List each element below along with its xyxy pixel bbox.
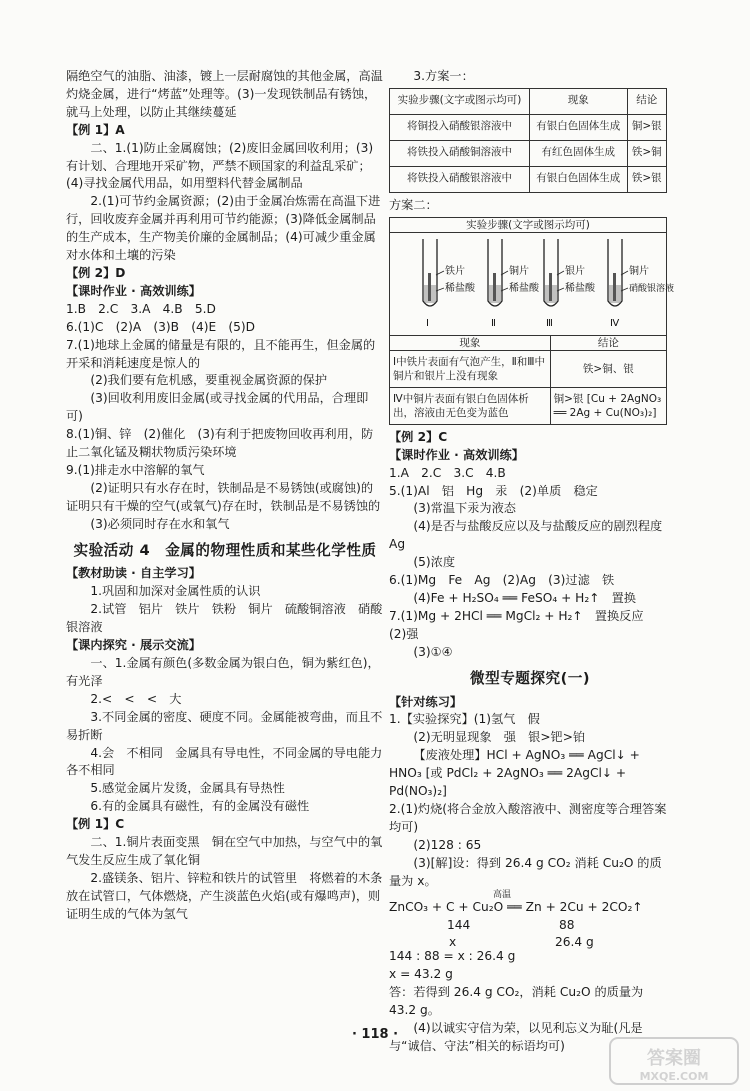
answer-line: (3)回收利用废旧金属(或寻找金属的代用品，合理即可) bbox=[66, 391, 369, 424]
answer-line: 3.不同金属的密度、硬度不同。金属能被弯曲，而且不易折断 bbox=[66, 709, 383, 742]
tube-label: 铜片 bbox=[629, 265, 649, 277]
test-tubes-svg bbox=[390, 233, 675, 335]
answer-line: (3)常温下汞为液态 bbox=[413, 501, 516, 516]
table-header: 实验步骤(文字或图示均可) bbox=[390, 88, 530, 114]
example-label: 【例 2】C bbox=[389, 429, 448, 444]
table-cell: 铁>银 bbox=[627, 166, 666, 192]
answer-line: (5)浓度 bbox=[413, 555, 456, 570]
chemical-equation: ZnCO₃ + C + Cu₂O ══ Zn + 2Cu + 2CO₂↑ bbox=[389, 900, 643, 915]
tube-number: Ⅱ bbox=[491, 317, 496, 329]
answer-line: 5.感觉金属片发烫，金属具有导热性 bbox=[90, 781, 285, 796]
answer-line: 6.(1)Mg Fe Ag (2)Ag (3)过滤 铁 bbox=[389, 573, 615, 588]
answer-line: 2.盛镁条、铝片、锌粒和铁片的试管里 将燃着的木条放在试管口，气体燃烧，产生淡蓝色火焰(或有爆鸣声)，则证明生成的气体为氢气 bbox=[66, 870, 383, 921]
answer-line: 7.(1)Mg + 2HCl ══ MgCl₂ + H₂↑ 置换反应 (2)强 bbox=[389, 608, 656, 641]
answer-line: 4.会 不相同 金属具有导电性，不同金属的导电能力各不相同 bbox=[66, 745, 383, 778]
answer-line: (3)必须同时存在水和氧气 bbox=[90, 516, 230, 531]
tube-label: 稀盐酸 bbox=[445, 282, 475, 294]
plan-label: 3.方案一： bbox=[413, 69, 474, 83]
example-label: 【例 2】D bbox=[66, 265, 126, 280]
answer-line: (2)无明显现象 强 银>钯>铂 bbox=[413, 730, 586, 745]
tube-number: Ⅰ bbox=[426, 317, 429, 329]
table-cell: 有银白色固体生成 bbox=[530, 166, 628, 192]
paragraph: 隔绝空气的油脂、油漆，镀上一层耐腐蚀的其他金属，高温灼烧金属，进行“烤蓝”处理等。(3)一发现铁制品有锈蚀，就马上处理，以防止其继续蔓延 bbox=[66, 69, 383, 119]
table-cell: 将铜投入硝酸银溶液中 bbox=[390, 114, 530, 140]
table-header: 现象 bbox=[390, 335, 551, 350]
answer-line: (4)Fe + H₂SO₄ ══ FeSO₄ + H₂↑ 置换 bbox=[413, 590, 636, 605]
answer-line: (2)128 : 65 bbox=[413, 837, 482, 852]
metal-strip-4 bbox=[613, 273, 616, 301]
paragraph: 二、1.(1)防止金属腐蚀；(2)废旧金属回收利用；(3)有计划、合理地开采矿物，严禁不顾国家的利益乱采矿；(4)寻找金属代用品，如用塑料代替金属制品 bbox=[66, 140, 374, 191]
given-mass: 26.4 g bbox=[555, 935, 594, 950]
answer-line: (3)[解]设：得到 26.4 g CO₂ 消耗 Cu₂O 的质量为 x。 bbox=[389, 855, 662, 888]
answer-line: 144 : 88 = x : 26.4 g bbox=[389, 949, 516, 964]
answer-line: x = 43.2 g bbox=[389, 967, 453, 982]
table-header: 现象 bbox=[530, 88, 628, 114]
tube-label: 稀盐酸 bbox=[565, 282, 595, 294]
section-label: 【课内探究 · 展示交流】 bbox=[66, 638, 201, 653]
section-label: 【课时作业 · 高效训练】 bbox=[389, 447, 524, 462]
answer-line: 【废液处理】HCl + AgNO₃ ══ AgCl↓ + HNO₃ [或 PdCl₂ + 2AgNO₃ ══ 2AgCl↓ + Pd(NO₃)₂] bbox=[389, 748, 644, 799]
watermark-icon bbox=[608, 1036, 740, 1086]
answer-line: (4)是否与盐酸反应以及与盐酸反应的剧烈程度 Ag bbox=[389, 519, 675, 552]
reaction-condition: 高温 bbox=[493, 890, 512, 901]
answer-line: 1.巩固和加深对金属性质的认识 bbox=[90, 584, 261, 599]
molar-mass: 144 bbox=[447, 918, 471, 933]
tube-label: 稀盐酸 bbox=[509, 282, 539, 294]
molar-mass: 88 bbox=[559, 918, 575, 933]
section-title: 微型专题探究(一) bbox=[470, 669, 590, 687]
watermark-logo bbox=[608, 1036, 740, 1086]
tube-number: Ⅳ bbox=[610, 317, 620, 329]
table-cell: Ⅳ中铜片表面有银白色固体析出，溶液由无色变为蓝色 bbox=[390, 387, 551, 424]
table-cell: 将铁投入硝酸银溶液中 bbox=[390, 166, 530, 192]
answer-line: 9.(1)排走水中溶解的氧气 bbox=[66, 462, 205, 477]
answer-line: 1.【实验探究】(1)氢气 假 bbox=[389, 712, 540, 727]
section-label: 【课时作业 · 高效训练】 bbox=[66, 283, 201, 298]
equation-block bbox=[389, 890, 671, 948]
page-number: · 118 · bbox=[351, 1027, 399, 1042]
table-cell: 铜>银 [Cu + 2AgNO₃ ══ 2Ag + Cu(NO₃)₂] bbox=[550, 387, 666, 424]
table-cell: 有红色固体生成 bbox=[530, 140, 628, 166]
plan-one-table bbox=[389, 88, 667, 193]
plan-two-table bbox=[389, 217, 675, 425]
answer-line: (2)我们要有危机感，要重视金属资源的保护 bbox=[90, 373, 328, 388]
section-title: 实验活动 4 金属的物理性质和某些化学性质 bbox=[73, 541, 377, 559]
plan-label: 方案二： bbox=[389, 197, 438, 212]
svg-text:答案圈: 答案圈 bbox=[647, 1048, 701, 1069]
metal-strip-3 bbox=[549, 273, 552, 301]
table-cell: 铁>铜 bbox=[627, 140, 666, 166]
table-row bbox=[390, 387, 667, 424]
paragraph: 2.(1)可节约金属资源；(2)由于金属冶炼需在高温下进行，回收废弃金属并再利用可节约能源；(3)降低金属制品的生产成本，生产物美价廉的金属制品；(4)可减少重金属对水体和土壤的污染 bbox=[66, 194, 381, 263]
example-label: 【例 1】C bbox=[66, 817, 125, 832]
tube-label: 铁片 bbox=[445, 265, 465, 277]
table-cell: 铁>铜、银 bbox=[550, 350, 666, 387]
unknown-mass: x bbox=[449, 935, 457, 950]
answer-line: 2.(1)灼烧(将合金放入酸溶液中、测密度等合理答案均可) bbox=[389, 801, 667, 834]
answer-line: (2)证明只有水存在时，铁制品是不易锈蚀(或腐蚀)的证明只有干燥的空气(或氧气)存在时，铁制品是不易锈蚀的 bbox=[66, 480, 381, 513]
answer-line: (3)①④ bbox=[413, 644, 453, 659]
answer-line: 8.(1)铜、锌 (2)催化 (3)有利于把废物回收再利用，防止二氧化锰及糊状物质污染环境 bbox=[66, 427, 374, 460]
answer-line: 2.试管 铝片 铁片 铁粉 铜片 硫酸铜溶液 硝酸银溶液 bbox=[66, 602, 383, 635]
answer-line: 6.(1)C (2)A (3)B (4)E (5)D bbox=[66, 319, 255, 334]
tube-label: 铜片 bbox=[509, 265, 529, 277]
answer-line: 二、1.铜片表面变黑 铜在空气中加热，与空气中的氧气发生反应生成了氧化铜 bbox=[66, 835, 383, 867]
right-column bbox=[389, 68, 675, 1056]
answer-line: (4)以诚实守信为荣，以见利忘义为耻(凡是与“诚信、守法”相关的标语均可) bbox=[389, 1021, 643, 1053]
metal-strip-2 bbox=[493, 273, 496, 301]
table-cell: Ⅰ中铁片表面有气泡产生，Ⅱ和Ⅲ中铜片和银片上没有现象 bbox=[390, 350, 551, 387]
answer-line: 一、1.金属有颜色(多数金属为银白色，铜为紫红色)，有光泽 bbox=[66, 656, 380, 688]
table-header: 实验步骤(文字或图示均可) bbox=[390, 217, 667, 232]
tube-label: 银片 bbox=[565, 265, 585, 277]
metal-strip-1 bbox=[428, 273, 431, 301]
answer-line: 1.B 2.C 3.A 4.B 5.D bbox=[66, 301, 216, 316]
table-row bbox=[390, 140, 667, 166]
answer-line: 答：若得到 26.4 g CO₂，消耗 Cu₂O 的质量为 43.2 g。 bbox=[389, 985, 648, 1018]
section-label: 【针对练习】 bbox=[389, 694, 463, 709]
tube-number: Ⅲ bbox=[546, 317, 553, 329]
table-header: 结论 bbox=[627, 88, 666, 114]
test-tube-diagram bbox=[390, 233, 675, 335]
answer-line: 1.A 2.C 3.C 4.B bbox=[389, 465, 506, 480]
answer-line: 6.有的金属具有磁性，有的金属没有磁性 bbox=[90, 799, 310, 814]
table-header: 结论 bbox=[550, 335, 666, 350]
example-label: 【例 1】A bbox=[66, 122, 125, 137]
table-row bbox=[390, 166, 667, 192]
table-cell: 有银白色固体生成 bbox=[530, 114, 628, 140]
answer-line: 5.(1)Al 铝 Hg 汞 (2)单质 稳定 bbox=[389, 483, 598, 498]
table-row bbox=[390, 114, 667, 140]
left-column bbox=[66, 68, 384, 924]
tube-label: 硝酸银溶液 bbox=[629, 283, 675, 294]
answer-line: 2.< < < 大 bbox=[90, 691, 182, 706]
answer-line: 7.(1)地球上金属的储量是有限的，且不能再生，但金属的开采和消耗速度是惊人的 bbox=[66, 337, 376, 370]
table-cell: 铜>银 bbox=[627, 114, 666, 140]
svg-text:MXQE.COM: MXQE.COM bbox=[639, 1070, 709, 1083]
section-label: 【教材助读 · 自主学习】 bbox=[66, 566, 201, 581]
table-cell: 将铁投入硝酸铜溶液中 bbox=[390, 140, 530, 166]
table-row bbox=[390, 350, 667, 387]
